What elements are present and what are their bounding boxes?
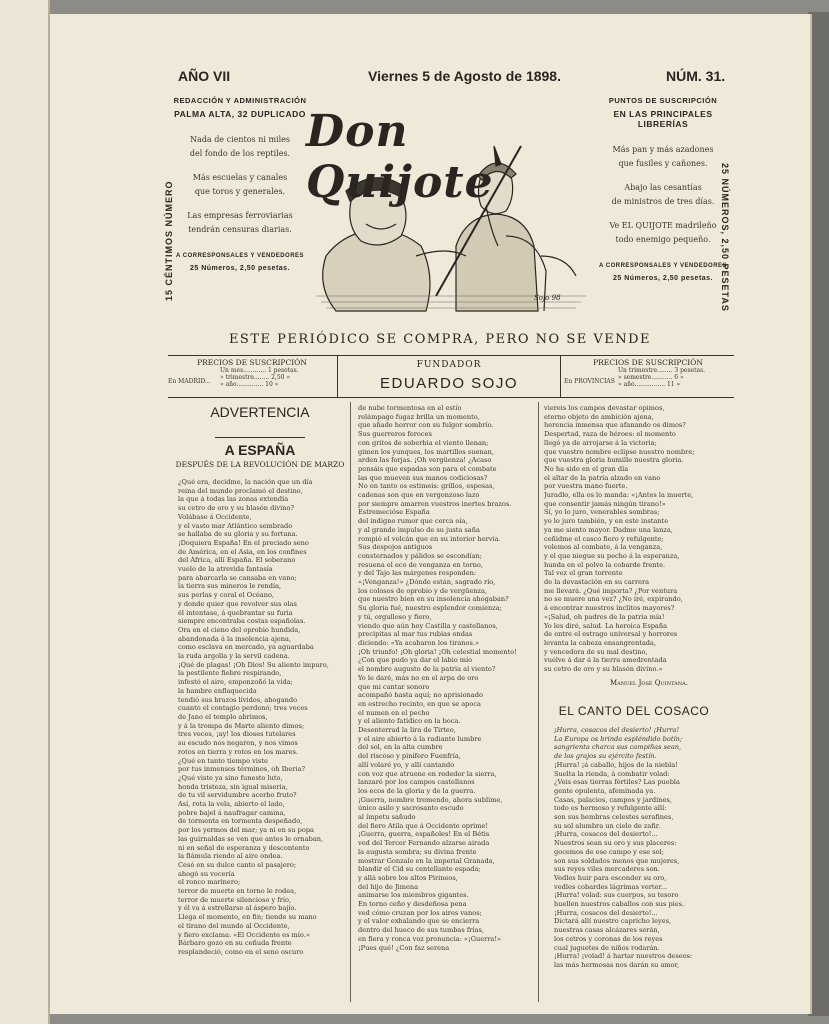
- text-line: de los grajos su ejército festín.: [554, 752, 657, 761]
- text-line: de la devastación en su carrera: [544, 578, 650, 587]
- text-line: pobre bajel á naufragar camina,: [178, 808, 286, 817]
- text-line: ¿Qué era, decidme, la nación que un día: [178, 478, 313, 486]
- text-line: ¡Pues qué! ¿Con faz serena: [358, 943, 450, 952]
- text-line: pensáis que espadas son para el combate: [358, 464, 497, 473]
- text-line: de América, en el Asia, en los confines: [178, 547, 307, 556]
- prices-title: PRECIOS DE SUSCRIPCIÓN: [197, 358, 307, 367]
- issue-date: Viernes 5 de Agosto de 1898.: [368, 68, 561, 84]
- text-line: viendo que aún hoy Castilla y castellanos,: [358, 621, 498, 630]
- text-line: gimen los yunques, los martillos suenan,: [358, 447, 494, 456]
- prices-place: En PROVINCIAS: [564, 378, 615, 385]
- author-signature: Manuel José Quintana.: [610, 679, 688, 687]
- text-line: y vencedora de su mal destino,: [544, 647, 648, 656]
- text-line: sus perlas y coral el Océano,: [178, 591, 275, 600]
- text-line: La Europa os brinda espléndido botín;: [554, 734, 683, 743]
- text-line: siempre encontraba costas españolas.: [178, 617, 306, 626]
- text-line: su cetro de oro y su blasón divino.»: [544, 665, 663, 674]
- text-line: ¿Con que pudo ya dar el labio mío: [358, 656, 473, 665]
- text-line: los cetros y coronas de los reyes: [554, 934, 663, 943]
- right-side-price: 25 NÚMEROS, 2,50 PESETAS: [720, 162, 730, 312]
- text-line: cual juguetes de niños rodarán.: [554, 943, 660, 952]
- text-line: ¡Guerra, nombre tremendo, ahora sublime,: [358, 795, 503, 804]
- text-line: reina del mundo proclamó el destino,: [178, 486, 303, 495]
- text-line: que mi cantar sonoro: [358, 682, 430, 691]
- text-line: No ha sido en el gran día: [544, 464, 629, 473]
- founder-name: EDUARDO SOJO: [379, 375, 518, 392]
- left-info-block: [170, 96, 310, 272]
- text-line: terror de muerte en torno le rodea,: [178, 887, 297, 896]
- text-line: y donde quier que revolver sus olas: [178, 599, 297, 608]
- text-line: sangrienta charca sus campiñas sean,: [554, 743, 682, 752]
- newspaper-title: Don Quijote: [306, 106, 494, 208]
- text-line: que vuestro nombre eclipse nuestro nombre;: [544, 447, 695, 456]
- text-line: ni en señal de esperanza y descontento: [178, 843, 310, 852]
- text-line: Tal vez el gran torrente: [544, 569, 623, 578]
- text-line: á encontrar nuestros ínclitos mayores?: [544, 604, 675, 613]
- text-line: no se muere una vez? ¿No iré, expirando,: [544, 595, 683, 604]
- prices-place: En MADRID...: [168, 378, 211, 385]
- facing-page-edge: [0, 0, 50, 1024]
- text-line: para abarcarla se cansaba en vano;: [178, 573, 297, 582]
- text-line: su sol alumbra un cielo de zafir.: [554, 821, 661, 830]
- text-line: vuelve á dar á la tierra amedrentada: [544, 656, 667, 665]
- text-line: y á la trompa de Marte aliento dimos;: [178, 721, 305, 730]
- text-line: su escudo nos negaron, y nos vimos: [178, 739, 298, 748]
- newspaper-page: [50, 14, 810, 1014]
- text-line: su cetro de oro y su blasón divino?: [178, 504, 295, 513]
- slogan-line: que fusiles y cañones.: [618, 159, 708, 168]
- librerias-label: EN LAS PRINCIPALES LIBRERÍAS: [613, 109, 713, 129]
- text-line: nuestras casas alcázares serán,: [554, 926, 660, 935]
- text-line: En torno ceño y desdeñosa pena: [358, 900, 467, 909]
- article-column-2: [358, 404, 536, 1004]
- text-line: ¡Hurra! ¡volad! á hartar nuestros deseos:: [554, 952, 693, 961]
- binding-shadow: [808, 12, 829, 1016]
- text-line: la augusta sombra; su divina frente: [358, 847, 477, 856]
- motto: ESTE PERIÓDICO SE COMPRA, PERO NO SE VENDE: [228, 332, 652, 347]
- text-line: gocemos de ese campo y ese sol;: [554, 847, 664, 856]
- text-line: del indigno rumor que cerca oía,: [358, 517, 468, 526]
- slogan-line: Abajo las cesantías: [624, 183, 702, 192]
- text-line: dentro del hueco de sus tumbas frías,: [358, 926, 484, 935]
- text-line: del hijo de Jimena: [358, 882, 419, 891]
- text-line: la flámula riendo al aire ondea.: [178, 852, 283, 861]
- text-line: vedles cobardes lágrimas verter...: [554, 882, 668, 891]
- text-line: diciendo: «Ya acabaron los tiranos.»: [358, 638, 479, 647]
- text-line: yo lo juro también, y en este instante: [544, 517, 669, 526]
- founder-block: [338, 360, 560, 392]
- corresponsales-label: A CORRESPONSALES Y VENDEDORES: [598, 263, 728, 269]
- text-line: precipitas al mar tus rubias ondas: [358, 630, 473, 639]
- price-note: 25 Números, 2,50 pesetas.: [612, 275, 714, 282]
- price-row: Un mes............ 1 pesetas.: [220, 367, 299, 374]
- text-line: Yo les diré, salud. La heroica España: [544, 621, 668, 630]
- text-line: llegó ya de arrojarse á la victoria;: [544, 438, 657, 447]
- text-line: mostrar Gonzalo en la imperial Granada,: [358, 856, 495, 865]
- text-line: Su gloria fué, nuestro esplendor comienza;: [358, 604, 502, 613]
- text-line: Dictará allí nuestro capricho leyes,: [554, 917, 672, 926]
- redaccion-label: REDACCIÓN Y ADMINISTRACIÓN: [173, 96, 307, 105]
- text-line: que vuestra gloria humille nuestra gloria.: [544, 456, 684, 465]
- text-line: levanta la cabeza ensangrentada,: [544, 638, 657, 647]
- text-line: Volábase á Occidente,: [178, 512, 252, 521]
- slogan-line: de ministros de tres días.: [611, 197, 715, 206]
- text-line: el numen en el pecho: [358, 708, 430, 717]
- column-rule: [350, 402, 351, 1002]
- slogan-line: Más escuelas y canales: [192, 173, 288, 182]
- corresponsales-label: A CORRESPONSALES Y VENDEDORES: [175, 253, 305, 259]
- text-line: las más hermosas nos darán su amor,: [554, 960, 680, 969]
- text-line: terror de muerte silencioso y frío,: [178, 895, 292, 904]
- address-label: PALMA ALTA, 32 DUPLICADO: [174, 109, 306, 119]
- text-line: resplandeció, como en el seno oscuro: [178, 947, 304, 956]
- text-line: Bárbaro gozo en su ceñuda frente: [178, 939, 292, 948]
- text-line: Estremecióse España: [358, 508, 430, 517]
- text-line: del riscoso y pinífero Fuenfría,: [358, 752, 461, 761]
- slogan-line: Nada de cientos ni miles: [189, 135, 290, 144]
- text-line: arden las forjas. ¡Oh vergüenza! ¿Acaso: [358, 456, 492, 465]
- text-line: relámpago fugaz brilla un momento,: [358, 412, 480, 421]
- price-row: » trimestre........ 2,50 »: [220, 374, 291, 381]
- text-line: y fiero exclama: «El Occidente es mío.»: [178, 930, 310, 939]
- slogan-line: Más pan y más azadones: [612, 145, 714, 154]
- text-line: ¿Qué en tanto tiempo viste: [178, 756, 268, 765]
- text-line: todo es hermoso y refulgente allí:: [554, 804, 667, 813]
- text-line: acompañó hasta aquí; no aprisionado: [358, 691, 483, 700]
- text-line: y el vasto mar Atlántico sembrado: [178, 521, 293, 530]
- text-line: me llevará. ¿Qué importa? ¿Por ventura: [544, 586, 678, 595]
- second-article-title: EL CANTO DEL COSACO: [558, 704, 710, 718]
- text-line: cadenas son que en vergonzoso lazo: [358, 491, 480, 500]
- text-line: Llega el momento, en fin; tiende su mano: [178, 913, 317, 922]
- left-slogans: [170, 133, 310, 237]
- text-line: el ronco marinero;: [178, 878, 241, 887]
- text-line: honda tristeza, sin igual miseria,: [178, 782, 288, 791]
- text-line: Desenterrad la lira de Tirteo,: [358, 726, 456, 735]
- text-line: la ruda argolla y la servil cadena.: [178, 652, 290, 661]
- text-line: lanzaré por los campos castellanos: [358, 778, 475, 787]
- text-line: las que mueven sus manos codiciosas?: [358, 473, 488, 482]
- text-line: rotos en tierra y rotos en los mares.: [178, 747, 299, 756]
- text-line: que añade horror con su fulgor sombrío.: [358, 421, 494, 430]
- text-line: ¡Hurra! ¡á caballo, hijos de la niebla!: [554, 760, 678, 769]
- text-line: la tierra sus mineros le rendía,: [178, 582, 282, 591]
- text-line: los colosos de oprobio y de vergüenza,: [358, 586, 487, 595]
- text-line: allí volaré yo, y allí cantando: [358, 760, 455, 769]
- text-line: único asilo y sacrosanto escudo: [358, 804, 464, 813]
- founder-label: FUNDADOR: [416, 360, 482, 370]
- text-line: la pestilente fiebre respirando,: [178, 669, 282, 678]
- text-line: ved cómo cruzan por los aires vanos;: [358, 908, 482, 917]
- text-line: Sus despojos antiguos: [358, 543, 433, 552]
- text-line: tres veces, ¡ay! los dioses tutelares: [178, 730, 296, 739]
- text-line: de tormenta en tormenta despeñado,: [178, 817, 303, 826]
- text-line: con gritos de soberbia el viento llenan;: [358, 438, 489, 447]
- divider: [168, 397, 734, 398]
- text-line: resuena el eco de venganza en torno,: [358, 560, 483, 569]
- slogan-line: Ve EL QUIJOTE madrileño: [609, 221, 717, 230]
- column-rule: [538, 402, 539, 1002]
- text-line: Juradlo, ella os lo manda: «¡Antes la muerte,: [544, 491, 694, 500]
- price-row: » año.............. 10 »: [220, 381, 279, 388]
- slogan-line: tendrán censuras diarias.: [188, 225, 292, 234]
- artist-signature: Sojo 98: [534, 294, 561, 302]
- text-line: hunda en el polvo la cobarde frente.: [544, 560, 666, 569]
- text-line: al ímpetu sañudo: [358, 813, 416, 822]
- text-line: ¡Hurra, cosacos del desierto!...: [554, 830, 658, 839]
- price-row: Un trimestre........ 3 pesetas.: [618, 367, 706, 374]
- divider: [560, 355, 561, 397]
- text-line: que consentir jamás ningún tirano!»: [544, 499, 666, 508]
- text-line: ¡Hurra, cosacos del desierto! ¡Hurra!: [554, 726, 680, 734]
- text-line: la hambre enflaquecida: [178, 686, 257, 695]
- right-slogans: [588, 143, 738, 247]
- text-line: por los yermos del mar; ya ni en su popa: [178, 826, 314, 835]
- text-line: las guirnaldas se ven que antes le ornaban,: [178, 834, 324, 843]
- year-label: AÑO VII: [178, 68, 231, 84]
- masthead-illustration: [306, 106, 596, 316]
- text-line: huellen nuestros caballos con sus pies.: [554, 900, 685, 909]
- text-line: él intentase, á quebrantar su furia: [178, 608, 293, 617]
- text-line: en fiera y ronca voz pronuncia: «¡Guerra!»: [358, 934, 502, 943]
- text-line: con voz que atruene en rededor la sierra,: [358, 769, 497, 778]
- price-row: » año................ 11 »: [618, 381, 681, 388]
- text-line: de entre el estrago universal y horrores: [544, 630, 678, 639]
- article-column-3: [544, 404, 724, 676]
- text-line: y el aire abierto á la radiante lumbre: [358, 734, 482, 743]
- text-line: herencia inmensa que afanando os dimos?: [544, 421, 686, 430]
- text-line: por siempre amarren vuestros inertes brazos.: [358, 499, 512, 508]
- text-line: de tu vil servidumbre acerbo fruto?: [178, 791, 297, 800]
- text-line: blandir el Cid su centellante espada;: [358, 865, 481, 874]
- text-line: ved del Tercer Fernando alzarse airada: [358, 839, 490, 848]
- text-line: cuanto el contagio perdonó; tres veces: [178, 704, 308, 713]
- text-line: abandonada á la insolencia ajena,: [178, 634, 292, 643]
- text-line: infestó el aire, emponzoñó la vida;: [178, 678, 293, 687]
- text-line: ¡Doquiera España! En el preciado seno: [178, 538, 309, 547]
- text-line: Sí, yo lo juro, venerables sombras;: [544, 508, 660, 517]
- text-line: Cesó en su dulce canto el pasajero;: [178, 860, 297, 869]
- text-line: el nombre augusto de la patria al viento?: [358, 665, 496, 674]
- text-line: ya me siento mayor. Dadme una lanza,: [544, 525, 673, 534]
- puntos-label: PUNTOS DE SUSCRIPCIÓN: [608, 96, 718, 105]
- left-side-price: 15 CÉNTIMOS NÚMERO: [164, 180, 174, 302]
- text-line: se hallaba de su gloria y su fortuna.: [178, 530, 298, 539]
- text-line: Suelta la rienda, á combatir volad:: [554, 769, 670, 778]
- text-line: ¡Guerra, guerra, españoles! En el Bétis: [358, 830, 490, 839]
- text-line: «¡Salud, oh padres de la patria mía!: [544, 612, 665, 621]
- text-line: Vedles huir para esconder su oro,: [554, 873, 667, 882]
- text-line: los ecos de la gloria y de la guerra.: [358, 786, 476, 795]
- right-info-block: [588, 96, 738, 282]
- article-title: A ESPAÑA: [224, 442, 296, 458]
- second-article-body: [554, 726, 726, 1008]
- text-line: y tú, orgulloso y fiero,: [358, 612, 432, 621]
- text-line: Así, rota la vela, abierto el lado,: [178, 800, 285, 809]
- advertencia-heading: ADVERTENCIA: [210, 404, 310, 420]
- article-column-1: [178, 478, 346, 1008]
- madrid-prices: [168, 358, 336, 388]
- text-line: No en tanto os estimeis: grillos, esposas,: [358, 482, 495, 491]
- text-line: en estrecho recinto, en que se apoca: [358, 699, 481, 708]
- text-line: gente opulenta, afeminada ya.: [554, 786, 656, 795]
- text-line: ¡Qué de plagas! ¡Oh Dios! Su aliento impuro,: [178, 660, 329, 669]
- text-line: ¿Veis esas tierras fértiles? Las puebla: [554, 778, 680, 787]
- text-line: rompió el volcán que en su interior hervía.: [358, 534, 501, 543]
- text-line: por tus inmensos términos, oh Iberia?: [178, 765, 306, 774]
- price-note: 25 Números, 2,50 pesetas.: [189, 265, 291, 272]
- text-line: vuelo de la atrevida fantasía: [178, 565, 273, 574]
- text-line: y al grande impulso de su justa saña: [358, 525, 480, 534]
- slogan-line: que toros y generales.: [194, 187, 286, 196]
- text-line: animarse los miembros gigantes.: [358, 891, 469, 900]
- text-line: son sus soldados menos que mujeres,: [554, 856, 680, 865]
- text-line: el altar de la patria alzado en vano: [544, 473, 661, 482]
- text-line: y el que niegue su pecho á la esperanza,: [544, 551, 680, 560]
- text-line: ¡Hurra! volad: sus cuerpos, su tesoro: [554, 891, 679, 900]
- text-line: la que á todas las zonas extendía: [178, 495, 289, 504]
- text-line: sus reyes viles mercaderes son.: [554, 865, 660, 874]
- text-line: y allá sobre los altos Pirineos,: [358, 873, 458, 882]
- text-line: y el valor exhalando que se encierra: [358, 917, 480, 926]
- text-line: consternados y pálidos se escondían;: [358, 551, 483, 560]
- text-line: y él va á estrellarse al áspero bajío.: [178, 904, 297, 913]
- ornament-rule: [215, 437, 305, 438]
- text-line: Nuestros sean su oro y sus placeres:: [554, 839, 677, 848]
- divider: [168, 355, 734, 356]
- prices-rows: [220, 367, 299, 388]
- text-line: por vuestra mano fuerte.: [544, 482, 628, 491]
- slogan-line: todo enemigo pequeño.: [615, 235, 711, 244]
- text-line: ¡Hurra, cosacos del desierto!...: [554, 908, 658, 917]
- text-line: ceñidme el casco fiero y refulgente;: [544, 534, 664, 543]
- text-line: ahogó su vocería: [178, 869, 235, 878]
- text-line: como esclava en mercado, ya aguardaba: [178, 643, 314, 652]
- text-line: el tirano del mundo al Occidente,: [178, 921, 290, 930]
- text-line: Ora en el cieno del oprobio hundida,: [178, 625, 301, 634]
- slogan-line: Las empresas ferroviarias: [187, 211, 293, 220]
- text-line: volemos al combate, á la venganza,: [544, 543, 663, 552]
- article-subtitle: DESPUÉS DE LA REVOLUCIÓN DE MARZO: [175, 460, 345, 469]
- price-row: » semestre........... 6 »: [618, 374, 684, 381]
- text-line: que nuestro bien en su insolencia ahogaban?: [358, 595, 509, 604]
- text-line: del sol, en la alta cumbre: [358, 743, 443, 752]
- text-line: Yo le daré, más no en el arpa de oro: [358, 673, 479, 682]
- text-line: del fiero Atila que á Occidente oprime!: [358, 821, 489, 830]
- provincias-prices: [562, 358, 734, 388]
- text-line: tendió sus brazos lívidos, ahogando: [178, 695, 298, 704]
- issue-number: NÚM. 31.: [666, 68, 726, 84]
- text-line: ¡Oh triunfo! ¡Oh gloria! ¡Oh celestial momento!: [358, 647, 517, 656]
- text-line: y del Tajo las márgenes responden:: [358, 569, 477, 578]
- text-line: son sus hembras celestes serafines,: [554, 813, 674, 822]
- text-line: de nube tormentosa en el estío: [358, 404, 462, 412]
- text-line: eterno objeto de ambición ajena,: [544, 412, 654, 421]
- text-line: Sus guerreros feroces: [358, 430, 432, 439]
- text-line: «¡Venganza!» ¿Dónde están, sagrado río,: [358, 578, 496, 587]
- slogan-line: del fondo de los reptiles.: [189, 149, 291, 158]
- text-line: del África, allí España. El soberano: [178, 556, 296, 565]
- text-line: Casas, palacios, campos y jardines,: [554, 795, 672, 804]
- text-line: y el aliento fatídico en la boca.: [358, 717, 461, 726]
- prices-title: PRECIOS DE SUSCRIPCIÓN: [593, 358, 703, 367]
- text-line: Despertad, raza de héroes: el momento: [544, 430, 676, 439]
- text-line: ¿Qué viste ya sino funesto luto,: [178, 773, 283, 782]
- text-line: de Jano el templo abrimos,: [178, 712, 268, 721]
- text-line: viereis los campos devastar opimos,: [544, 404, 665, 412]
- prices-rows: [618, 367, 705, 388]
